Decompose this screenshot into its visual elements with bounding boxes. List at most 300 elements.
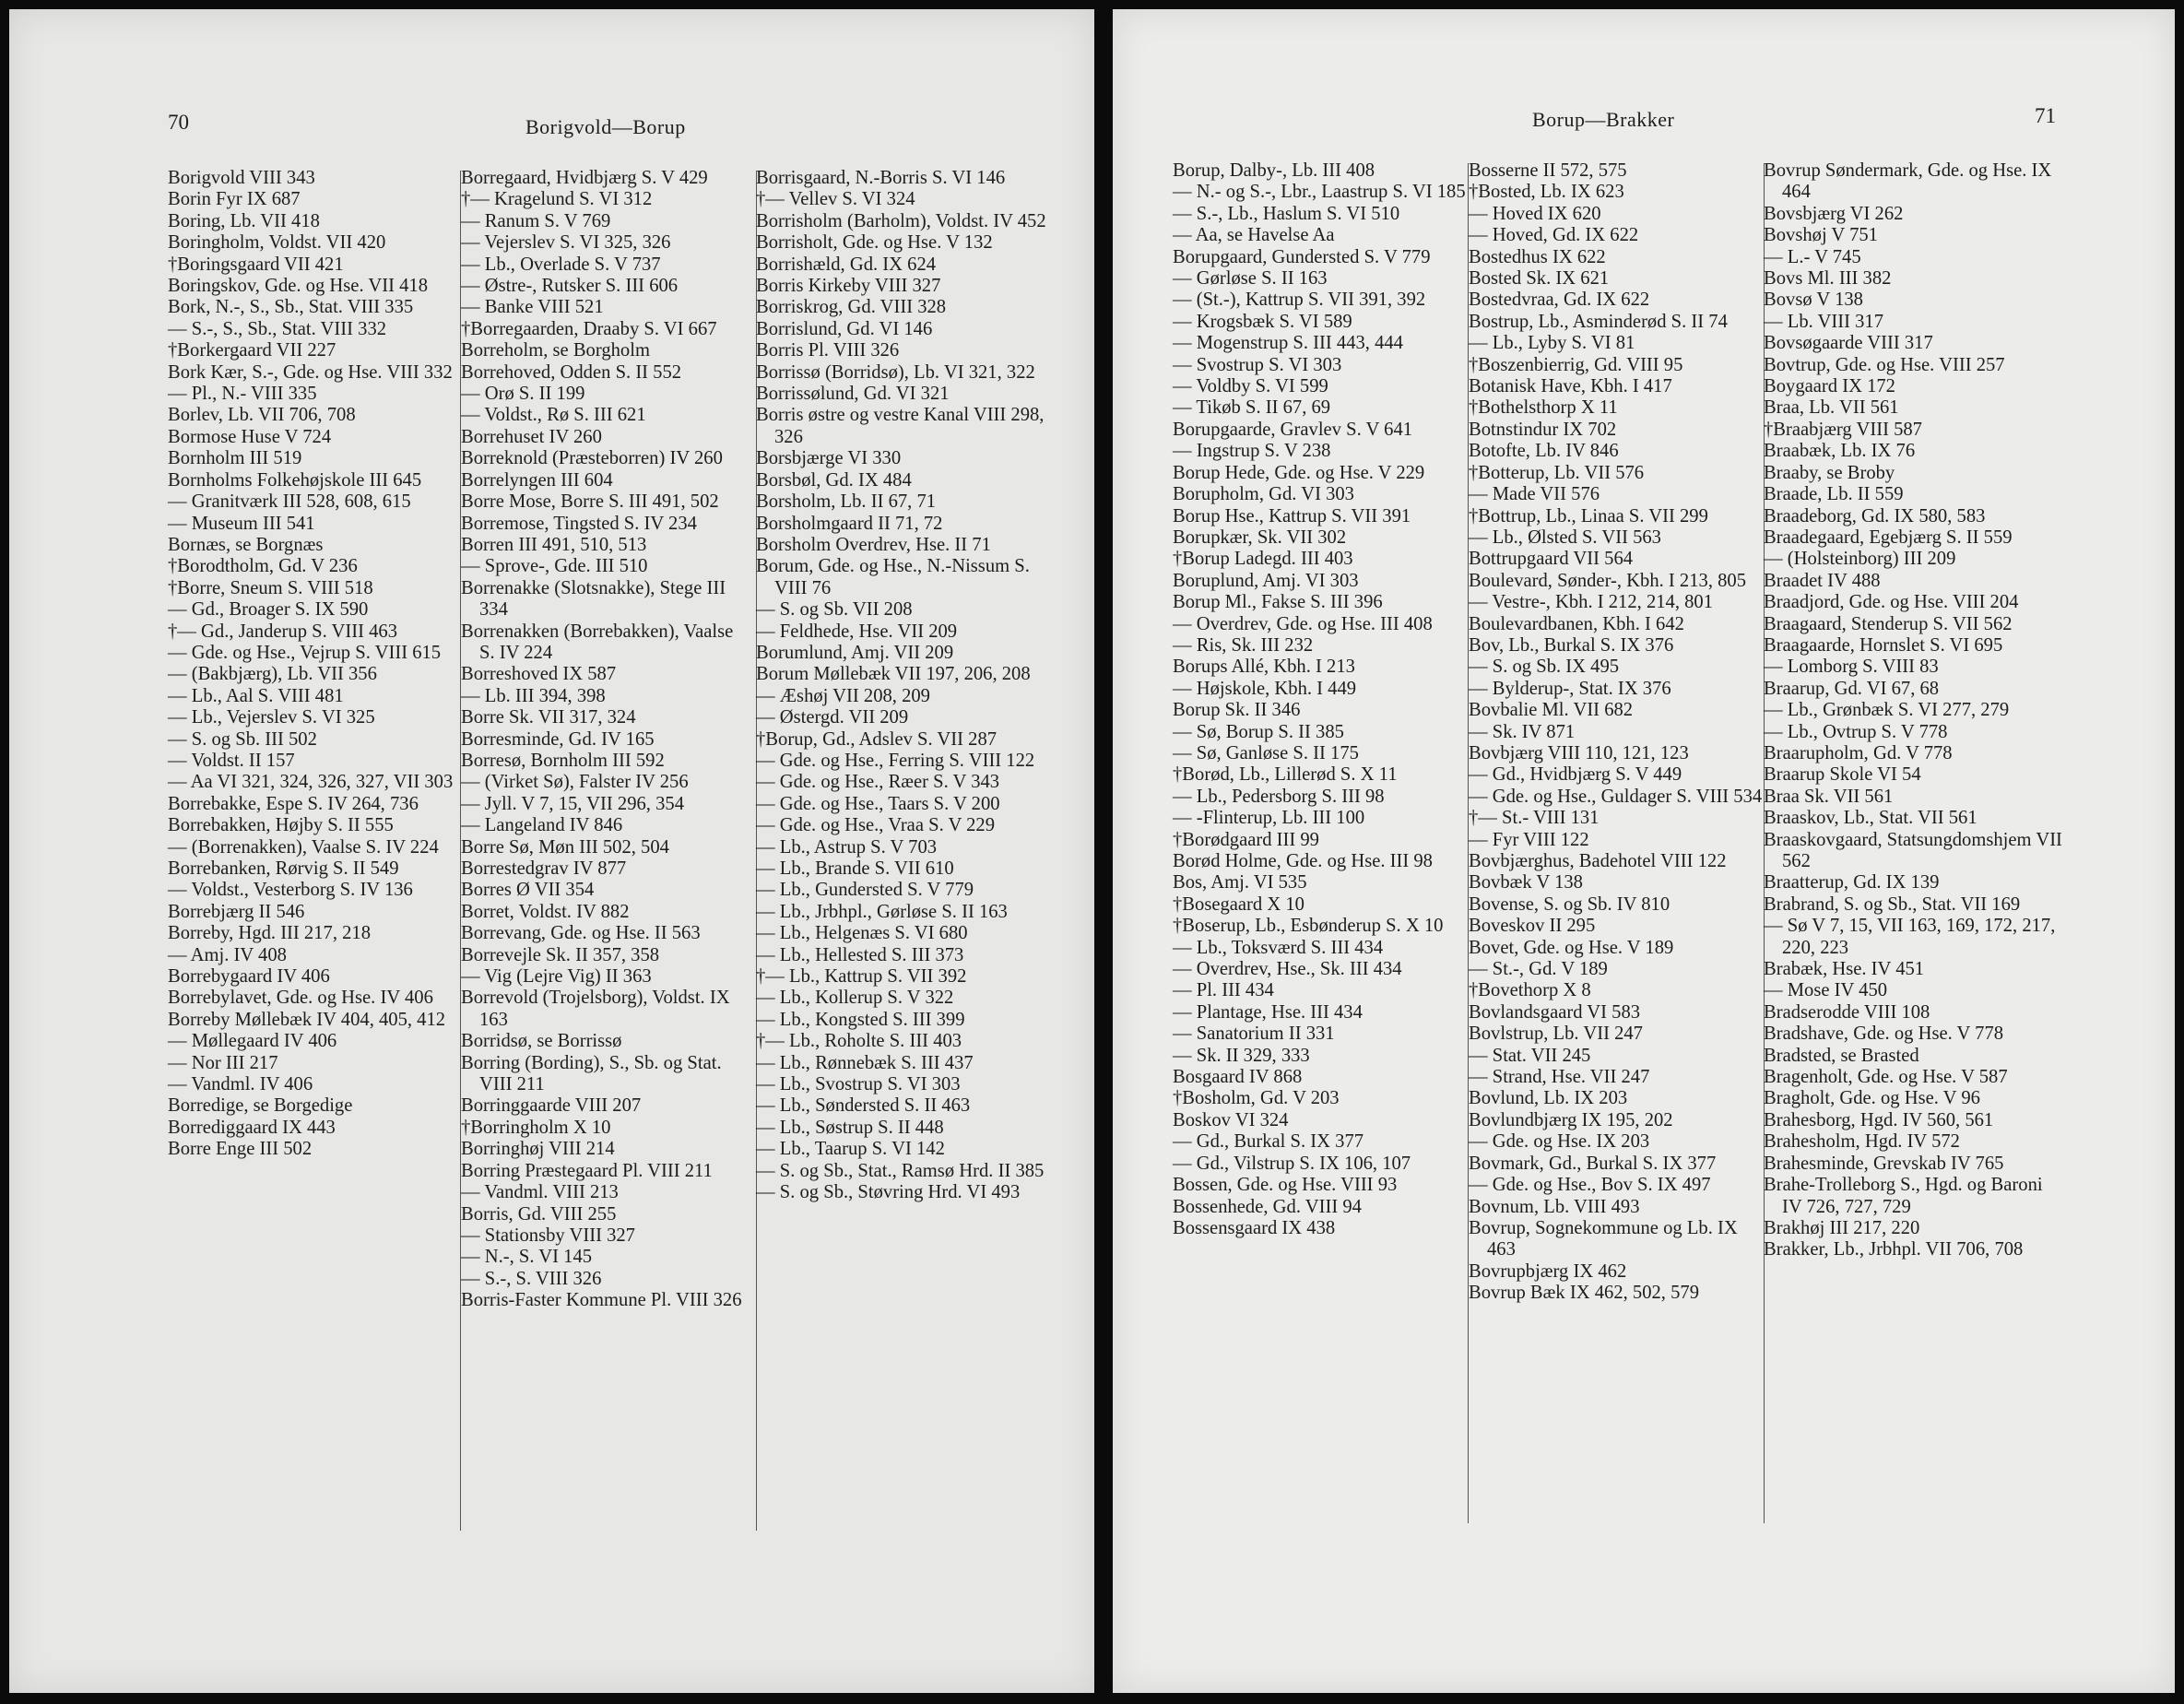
index-entry: †Borodtholm, Gd. V 236 [168,556,358,577]
index-entry: Braade, Lb. II 559 [1764,484,1904,505]
index-entry: — Lb., Astrup S. V 703 [756,836,938,858]
index-entry: — Mogenstrup S. III 443, 444 [1173,333,1403,354]
index-entry: — Østre-, Rutsker S. III 606 [461,276,679,297]
index-entry: Botanisk Have, Kbh. I 417 [1469,376,1672,397]
index-entry: — Lb., Søndersted S. II 463 [756,1095,971,1117]
index-entry: Bosgaard IV 868 [1173,1067,1303,1088]
index-entry: Bottrupgaard VII 564 [1469,549,1634,570]
index-entry: Bovrupbjærg IX 462 [1469,1260,1627,1282]
index-entry: Borrebylavet, Gde. og Hse. IV 406 [168,988,433,1009]
index-entry: — Overdrev, Gde. og Hse. III 408 [1173,613,1433,634]
index-entry: Boringholm, Voldst. VII 420 [168,232,386,254]
index-entry: — Hoved IX 620 [1469,203,1601,224]
index-entry: †— Lb., Roholte S. III 403 [756,1031,962,1052]
index-entry: Borrisholm (Barholm), Voldst. IV 452 [756,210,1046,231]
index-entry: — -Flinterup, Lb. III 100 [1173,808,1365,829]
index-entry: Bormose Huse V 724 [168,426,332,447]
index-entry: Boygaard IX 172 [1764,376,1895,397]
index-entry: Borringgaarde VIII 207 [461,1095,642,1117]
index-entry: Borrebakken, Højby S. II 555 [168,815,394,836]
index-entry: — Vejerslev S. VI 325, 326 [461,232,671,254]
index-entry: Borrebygaard IV 406 [168,966,330,988]
index-entry: Bornholms Folkehøjskole III 645 [168,469,422,491]
index-entry: Borum, Gde. og Hse., N.-Nissum S. VIII 76 [756,556,1030,598]
index-entry: — S.-, S., Sb., Stat. VIII 332 [168,318,387,339]
index-entry: Bovlund, Lb. IX 203 [1469,1088,1628,1109]
index-entry: — S.-, S. VIII 326 [461,1268,602,1289]
index-entry: — Gd., Burkal S. IX 377 [1173,1131,1364,1153]
index-entry: Bovlstrup, Lb. VII 247 [1469,1024,1643,1045]
index-entry: Borrislund, Gd. VI 146 [756,318,933,339]
index-entry: Borres Ø VII 354 [461,880,595,901]
index-entry: — (Holsteinborg) III 209 [1764,549,1956,570]
index-entry: Borrehuset IV 260 [461,426,602,447]
index-entry: — Svostrup S. VI 303 [1173,354,1342,375]
index-entry: Borrehoved, Odden S. II 552 [461,361,682,383]
index-entry: — Fyr VIII 122 [1469,829,1589,850]
index-entry: Bovlundbjærg IX 195, 202 [1469,1109,1673,1130]
index-entry: — Mose IV 450 [1764,980,1888,1001]
index-entry: Borris-Faster Kommune Pl. VIII 326 [461,1290,742,1311]
index-entry: Bovs Ml. III 382 [1764,268,1892,290]
index-entry: — Voldby S. VI 599 [1173,376,1328,397]
index-entry: Borød Holme, Gde. og Hse. III 98 [1173,851,1433,871]
index-entry: †— Vellev S. VI 324 [756,189,915,210]
index-entry: — Overdrev, Hse., Sk. III 434 [1173,959,1402,980]
index-entry: Borredige, se Borgedige [168,1095,353,1117]
index-entry: Bostrup, Lb., Asminderød S. II 74 [1469,311,1728,332]
index-entry: Bovsø V 138 [1764,290,1863,311]
index-entry: †Boserup, Lb., Esbønderup S. X 10 [1173,916,1444,937]
index-entry: †Borre, Sneum S. VIII 518 [168,577,373,598]
index-entry: Borrebakke, Espe S. IV 264, 736 [168,793,419,814]
index-entry: Borup Hede, Gde. og Hse. V 229 [1173,462,1425,483]
index-entry: Borremose, Tingsted S. IV 234 [461,513,697,534]
index-column-1 [168,168,456,1161]
index-entry: — Lb., Rønnebæk S. III 437 [756,1052,974,1073]
index-entry: — Gd., Vilstrup S. IX 106, 107 [1173,1153,1411,1174]
index-entry: †Borødgaard III 99 [1173,829,1319,850]
index-entry: — Feldhede, Hse. VII 209 [756,621,958,642]
index-entry: Borris, Gd. VIII 255 [461,1203,617,1225]
index-entry: — S. og Sb., Stat., Ramsø Hrd. II 385 [756,1160,1045,1181]
index-entry: — Lb., Hellested S. III 373 [756,944,964,965]
index-column-2 [1469,160,1764,1305]
index-entry: Boulevardbanen, Kbh. I 642 [1469,613,1684,634]
index-entry: Bovrup, Sognekommune og Lb. IX 463 [1469,1217,1738,1260]
index-entry: — Æshøj VII 208, 209 [756,685,930,706]
index-entry: — Gørløse S. II 163 [1173,268,1328,290]
index-entry: Borrissø (Borridsø), Lb. VI 321, 322 [756,361,1035,383]
index-entry: — Vandml. IV 406 [168,1074,313,1095]
index-entry: Borreshoved IX 587 [461,664,617,685]
index-entry: Boruplund, Amj. VI 303 [1173,570,1359,591]
index-entry: Borriskrog, Gd. VIII 328 [756,297,947,318]
index-entry: — Ranum S. V 769 [461,210,611,231]
index-entry: Borrissølund, Gd. VI 321 [756,384,950,405]
index-entry: Braadegaard, Egebjærg S. II 559 [1764,527,2013,548]
index-entry: — (Bakbjærg), Lb. VII 356 [168,664,377,685]
index-entry: Braagaarde, Hornslet S. VI 695 [1764,634,2003,656]
index-entry: Borreby Møllebæk IV 404, 405, 412 [168,1009,446,1030]
index-entry: — Plantage, Hse. III 434 [1173,1001,1363,1023]
index-entry: Bovbalie Ml. VII 682 [1469,700,1634,721]
index-entry: — Stationsby VIII 327 [461,1225,635,1246]
index-entry: Borumlund, Amj. VII 209 [756,642,954,663]
index-entry: — Sk. IV 871 [1469,721,1576,742]
page-header: Borup—Brakker [1532,108,1675,131]
index-entry: Bostedhus IX 622 [1469,246,1606,267]
index-entry: — (St.-), Kattrup S. VII 391, 392 [1173,290,1426,311]
index-entry: Borreknold (Præsteborren) IV 260 [461,448,723,469]
index-entry: — Østergd. VII 209 [756,707,909,728]
index-entry: Braa, Lb. VII 561 [1764,397,1899,419]
index-column-3 [1764,160,2064,1261]
index-entry: — Lb., Aal S. VIII 481 [168,685,344,706]
index-entry: — Lb., Lyby S. VI 81 [1469,333,1635,354]
index-entry: — Gde. og Hse., Guldager S. VIII 534 [1469,786,1763,807]
index-entry: Bovrup Søndermark, Gde. og Hse. IX 464 [1764,160,2052,203]
index-entry: Bovbæk V 138 [1469,872,1583,893]
index-entry: Bovense, S. og Sb. IV 810 [1469,893,1670,915]
index-entry: Brakker, Lb., Jrbhpl. VII 706, 708 [1764,1239,2024,1260]
index-entry: — Amj. IV 408 [168,944,287,965]
index-entry: Borrenakken (Borrebakken), Vaalse S. IV 224 [461,621,734,663]
left-page [9,9,1094,1693]
index-entry: — Lb., Kongsted S. III 399 [756,1009,965,1030]
index-entry: Boskov VI 324 [1173,1109,1289,1130]
index-entry: Borup, Dalby-, Lb. III 408 [1173,160,1375,181]
index-entry: Borrebjærg II 546 [168,901,305,922]
index-entry: Borring (Bording), S., Sb. og Stat. VIII 211 [461,1052,722,1095]
index-entry: Borupgaarde, Gravlev S. V 641 [1173,419,1413,440]
index-entry: — Lb., Gundersted S. V 779 [756,880,974,901]
index-entry: Borsholmgaard II 71, 72 [756,513,943,534]
index-entry: †Bovethorp X 8 [1469,980,1591,1001]
index-entry: Braagaard, Stenderup S. VII 562 [1764,613,2013,634]
index-entry: — Pl. III 434 [1173,980,1274,1001]
index-entry: †— St.- VIII 131 [1469,808,1600,829]
index-entry: Borret, Voldst. IV 882 [461,901,630,922]
index-entry: Braadjord, Gde. og Hse. VIII 204 [1764,592,2019,613]
index-entry: †Bothelsthorp X 11 [1469,397,1618,419]
index-entry: †Borup, Gd., Adslev S. VII 287 [756,728,998,750]
index-entry: Borup Sk. II 346 [1173,700,1301,721]
index-entry: Borrenakke (Slotsnakke), Stege III 334 [461,577,726,621]
index-entry: — Gde. og Hse., Ræer S. V 343 [756,772,1000,793]
index-entry: Borringhøj VIII 214 [461,1139,615,1160]
index-entry: — Orø S. II 199 [461,384,585,405]
index-entry: Bragenholt, Gde. og Hse. V 587 [1764,1067,2008,1088]
page-number: 71 [2035,104,2056,127]
index-entry: Bornæs, se Borgnæs [168,534,324,555]
index-entry: Bossenhede, Gd. VIII 94 [1173,1196,1362,1217]
index-entry: Brabæk, Hse. IV 451 [1764,959,1925,980]
index-entry: Borresø, Bornholm III 592 [461,750,665,771]
index-entry: Borsholm, Lb. II 67, 71 [756,491,937,513]
index-entry: — Vig (Lejre Vig) II 363 [461,966,652,988]
index-entry: — (Virket Sø), Falster IV 256 [461,772,689,793]
index-entry: Bovlandsgaard VI 583 [1469,1001,1641,1023]
index-entry: Borregaard, Hvidbjærg S. V 429 [461,168,708,188]
index-entry: †Borringholm X 10 [461,1117,611,1138]
index-entry: Brakhøj III 217, 220 [1764,1217,1920,1238]
index-entry: Bovshøj V 751 [1764,225,1878,246]
index-entry: — Museum III 541 [168,513,315,534]
index-entry: Borsbjærge VI 330 [756,448,902,469]
index-entry: — Lb. III 394, 398 [461,685,606,706]
index-entry: Borigvold VIII 343 [168,168,315,188]
index-entry: — Jyll. V 7, 15, VII 296, 354 [461,793,684,814]
index-entry: Borup Ml., Fakse S. III 396 [1173,592,1383,613]
index-entry: — Lb., Helgenæs S. VI 680 [756,923,968,944]
index-entry: Borrestedgrav IV 877 [461,858,627,879]
index-entry: †Borkergaard VII 227 [168,340,336,361]
index-entry: Borrebanken, Rørvig S. II 549 [168,858,399,879]
index-entry: — S. og Sb. VII 208 [756,599,913,621]
index-entry: — Lb., Vejerslev S. VI 325 [168,707,375,728]
page-header: Borigvold—Borup [525,115,686,138]
index-entry: — Lb. VIII 317 [1764,311,1884,332]
index-entry: Bork, N.-, S., Sb., Stat. VIII 335 [168,297,414,318]
index-entry: — Lb., Svostrup S. VI 303 [756,1074,961,1095]
index-entry: Braarup, Gd. VI 67, 68 [1764,678,1940,699]
index-entry: — Lb., Kollerup S. V 322 [756,988,954,1009]
index-entry: — S. og Sb. IX 495 [1469,657,1620,678]
index-entry: Borreholm, se Borgholm [461,340,650,361]
index-entry: Bovsbjærg VI 262 [1764,203,1904,224]
index-entry: †Boszenbierrig, Gd. VIII 95 [1469,354,1683,375]
index-entry: †Bosegaard X 10 [1173,893,1304,915]
index-entry: Borrisgaard, N.-Borris S. VI 146 [756,168,1006,188]
index-entry: — Ingstrup S. V 238 [1173,441,1331,462]
index-entry: Borrisholt, Gde. og Hse. V 132 [756,232,993,254]
index-entry: Braabæk, Lb. IX 76 [1764,441,1916,462]
index-entry: Borrevold (Trojelsborg), Voldst. IX 163 [461,988,730,1030]
index-entry: Borup Hse., Kattrup S. VII 391 [1173,505,1411,527]
index-entry: †Bosholm, Gd. V 203 [1173,1088,1340,1109]
index-entry: Bradsted, se Brasted [1764,1045,1919,1066]
index-entry: — Lb., Jrbhpl., Gørløse S. II 163 [756,901,1008,922]
index-entry: Braaskovgaard, Statsungdomshjem VII 562 [1764,829,2062,871]
index-entry: Bornholm III 519 [168,448,302,469]
index-entry: — Lb., Søstrup S. II 448 [756,1117,944,1138]
index-entry: — Sk. II 329, 333 [1173,1045,1310,1066]
index-entry: Boringskov, Gde. og Hse. VII 418 [168,276,428,297]
index-entry: — Gde. og Hse., Vejrup S. VIII 615 [168,642,442,663]
index-entry: †Botterup, Lb. VII 576 [1469,462,1645,483]
index-entry: Brabrand, S. og Sb., Stat. VII 169 [1764,893,2021,915]
index-entry: Bovrup Bæk IX 462, 502, 579 [1469,1283,1699,1304]
index-entry: †— Gd., Janderup S. VIII 463 [168,621,398,642]
index-entry: — Gd., Broager S. IX 590 [168,599,369,621]
index-entry: Braa Sk. VII 561 [1764,786,1894,807]
index-entry: Boulevard, Sønder-, Kbh. I 213, 805 [1469,570,1747,591]
index-entry: — Højskole, Kbh. I 449 [1173,678,1357,699]
index-entry: Brahesborg, Hgd. IV 560, 561 [1764,1109,1994,1130]
index-entry: — Nor III 217 [168,1052,278,1073]
index-entry: — Aa, se Havelse Aa [1173,225,1335,246]
index-entry: Bovmark, Gd., Burkal S. IX 377 [1469,1153,1717,1174]
index-entry: — Gde. og Hse. IX 203 [1469,1131,1650,1153]
index-entry: Bradserodde VIII 108 [1764,1001,1930,1023]
index-entry: Bos, Amj. VI 535 [1173,872,1307,893]
index-entry: Bork Kær, S.-, Gde. og Hse. VIII 332 [168,361,453,383]
index-entry: Bradshave, Gde. og Hse. V 778 [1764,1024,2004,1045]
index-entry: Borum Møllebæk VII 197, 206, 208 [756,664,1031,685]
index-entry: Borris Kirkeby VIII 327 [756,276,941,297]
index-entry: Braarup Skole VI 54 [1764,764,1921,786]
index-entry: — Sprove-, Gde. III 510 [461,556,648,577]
index-entry: — Voldst., Rø S. III 621 [461,405,646,426]
index-entry: — S. og Sb. III 502 [168,728,317,750]
index-entry: Borris østre og vestre Kanal VIII 298, 326 [756,405,1045,447]
index-entry: — Lomborg S. VIII 83 [1764,657,1939,678]
index-entry: Borupgaard, Gundersted S. V 779 [1173,246,1431,267]
index-entry: Brahe-Trolleborg S., Hgd. og Baroni IV 726, 727, 729 [1764,1175,2043,1217]
index-column-1 [1173,160,1466,1239]
index-entry: Borrevejle Sk. II 357, 358 [461,944,660,965]
index-entry: Borre Sø, Møn III 502, 504 [461,836,669,858]
index-entry: †Bosted, Lb. IX 623 [1469,182,1624,203]
index-entry: — Pl., N.- VIII 335 [168,384,317,405]
index-entry: Brahesminde, Grevskab IV 765 [1764,1153,2004,1174]
index-entry: Bosserne II 572, 575 [1469,160,1627,181]
index-entry: Bovtrup, Gde. og Hse. VIII 257 [1764,354,2005,375]
index-entry: Braadet IV 488 [1764,570,1881,591]
index-entry: Botnstindur IX 702 [1469,419,1617,440]
index-entry: Borresminde, Gd. IV 165 [461,728,655,750]
index-entry: Braatterup, Gd. IX 139 [1764,872,1940,893]
index-entry: — L.- V 745 [1764,246,1861,267]
index-entry: — Hoved, Gd. IX 622 [1469,225,1639,246]
index-entry: Borlev, Lb. VII 706, 708 [168,405,356,426]
index-entry: Borre Sk. VII 317, 324 [461,707,636,728]
index-entry: — Lb., Pedersborg S. III 98 [1173,786,1385,807]
index-entry: — Vandml. VIII 213 [461,1182,619,1203]
index-entry: — Lb., Ovtrup S. V 778 [1764,721,1948,742]
index-entry: — N.-, S. VI 145 [461,1247,593,1268]
index-entry: — Lb., Ølsted S. VII 563 [1469,527,1661,548]
index-entry: †— Kragelund S. VI 312 [461,189,653,210]
index-entry: — Voldst., Vesterborg S. IV 136 [168,880,413,901]
index-entry: Botofte, Lb. IV 846 [1469,441,1619,462]
index-entry: Borren III 491, 510, 513 [461,534,647,555]
index-entry: Braaby, se Broby [1764,462,1895,483]
index-entry: — Granitværk III 528, 608, 615 [168,491,411,513]
index-entry: Bosted Sk. IX 621 [1469,268,1610,290]
index-entry: †Borup Ladegd. III 403 [1173,549,1353,570]
index-entry: Borsbøl, Gd. IX 484 [756,469,912,491]
index-entry: — Aa VI 321, 324, 326, 327, VII 303 [168,772,454,793]
index-entry: Bovsøgaarde VIII 317 [1764,333,1933,354]
index-entry: — Lb., Toksværd S. III 434 [1173,937,1384,958]
index-entry: Borridsø, se Borrissø [461,1031,622,1052]
index-entry: Bovbjærg VIII 110, 121, 123 [1469,742,1689,763]
index-column-3 [756,168,1051,1204]
index-entry: Borrevang, Gde. og Hse. II 563 [461,923,701,944]
index-entry: Brahesholm, Hgd. IV 572 [1764,1131,1960,1153]
index-entry: — Lb., Grønbæk S. VI 277, 279 [1764,700,2010,721]
index-entry: Bovbjærghus, Badehotel VIII 122 [1469,851,1727,871]
index-entry: Borrediggaard IX 443 [168,1117,336,1138]
index-entry: Bov, Lb., Burkal S. IX 376 [1469,634,1674,656]
index-entry: Bossensgaard IX 438 [1173,1217,1336,1238]
index-entry: †Bottrup, Lb., Linaa S. VII 299 [1469,505,1708,527]
index-entry: — S.-, Lb., Haslum S. VI 510 [1173,203,1400,224]
index-entry: — Møllegaard IV 406 [168,1031,337,1052]
index-entry: — Gde. og Hse., Vraa S. V 229 [756,815,996,836]
index-entry: — Krogsbæk S. VI 589 [1173,311,1352,332]
index-entry: — Bylderup-, Stat. IX 376 [1469,678,1671,699]
index-entry: — Sø, Ganløse S. II 175 [1173,742,1359,763]
index-entry: — S. og Sb., Støvring Hrd. VI 493 [756,1182,1021,1203]
index-entry: — Gde. og Hse., Ferring S. VIII 122 [756,750,1035,771]
index-entry: — Lb., Overlade S. V 737 [461,254,661,275]
index-entry: Bragholt, Gde. og Hse. V 96 [1764,1088,1980,1109]
index-entry: Boveskov II 295 [1469,916,1596,937]
index-entry: — Gd., Hvidbjærg S. V 449 [1469,764,1682,786]
index-entry: Boring, Lb. VII 418 [168,210,320,231]
index-column-2 [461,168,752,1312]
index-entry: Borre Mose, Borre S. III 491, 502 [461,491,719,513]
index-entry: Braarupholm, Gd. V 778 [1764,742,1953,763]
index-entry: — Lb., Brande S. VII 610 [756,858,954,879]
index-entry: †— Lb., Kattrup S. VII 392 [756,966,967,988]
index-entry: Borupkær, Sk. VII 302 [1173,527,1347,548]
index-entry: †Borregaarden, Draaby S. VI 667 [461,318,717,339]
page-number: 70 [168,111,189,134]
index-entry: Bostedvraa, Gd. IX 622 [1469,290,1650,311]
index-entry: Borups Allé, Kbh. I 213 [1173,657,1355,678]
index-entry: — Gde. og Hse., Taars S. V 200 [756,793,1000,814]
index-entry: — Sanatorium II 331 [1173,1024,1335,1045]
index-entry: †Boringsgaard VII 421 [168,254,344,275]
index-entry: Braaskov, Lb., Stat. VII 561 [1764,808,1977,829]
index-entry: †Borød, Lb., Lillerød S. X 11 [1173,764,1398,786]
index-entry: — (Borrenakken), Vaalse S. IV 224 [168,836,439,858]
index-entry: Braadeborg, Gd. IX 580, 583 [1764,505,1986,527]
index-entry: Bovet, Gde. og Hse. V 189 [1469,937,1674,958]
index-entry: — Voldst. II 157 [168,750,295,771]
index-entry: Bossen, Gde. og Hse. VIII 93 [1173,1175,1398,1196]
index-entry: Borris Pl. VIII 326 [756,340,900,361]
index-entry: — Vestre-, Kbh. I 212, 214, 801 [1469,592,1714,613]
index-entry: Borupholm, Gd. VI 303 [1173,484,1354,505]
index-entry: Borring Præstegaard Pl. VIII 211 [461,1160,713,1181]
index-entry: — Langeland IV 846 [461,815,623,836]
index-entry: Borreby, Hgd. III 217, 218 [168,923,372,944]
index-entry: — Banke VIII 521 [461,297,604,318]
index-entry: — Gde. og Hse., Bov S. IX 497 [1469,1175,1711,1196]
index-entry: — St.-, Gd. V 189 [1469,959,1608,980]
right-page [1113,9,2175,1693]
index-entry: — N.- og S.-, Lbr., Laastrup S. VI 185 [1173,182,1466,203]
index-entry: Borin Fyr IX 687 [168,189,301,210]
index-entry: Bovnum, Lb. VIII 493 [1469,1196,1640,1217]
index-entry: Borsholm Overdrev, Hse. II 71 [756,534,991,555]
index-entry: Borre Enge III 502 [168,1139,313,1160]
index-entry: — Tikøb S. II 67, 69 [1173,397,1331,419]
index-entry: — Sø V 7, 15, VII 163, 169, 172, 217, 220, 223 [1764,916,2056,958]
index-entry: — Stat. VII 245 [1469,1045,1591,1066]
index-entry: — Strand, Hse. VII 247 [1469,1067,1650,1088]
index-entry: Borrelyngen III 604 [461,469,613,491]
index-entry: — Sø, Borup S. II 385 [1173,721,1344,742]
index-entry: †Braabjærg VIII 587 [1764,419,1922,440]
index-entry: — Ris, Sk. III 232 [1173,634,1314,656]
index-entry: Borrishæld, Gd. IX 624 [756,254,937,275]
